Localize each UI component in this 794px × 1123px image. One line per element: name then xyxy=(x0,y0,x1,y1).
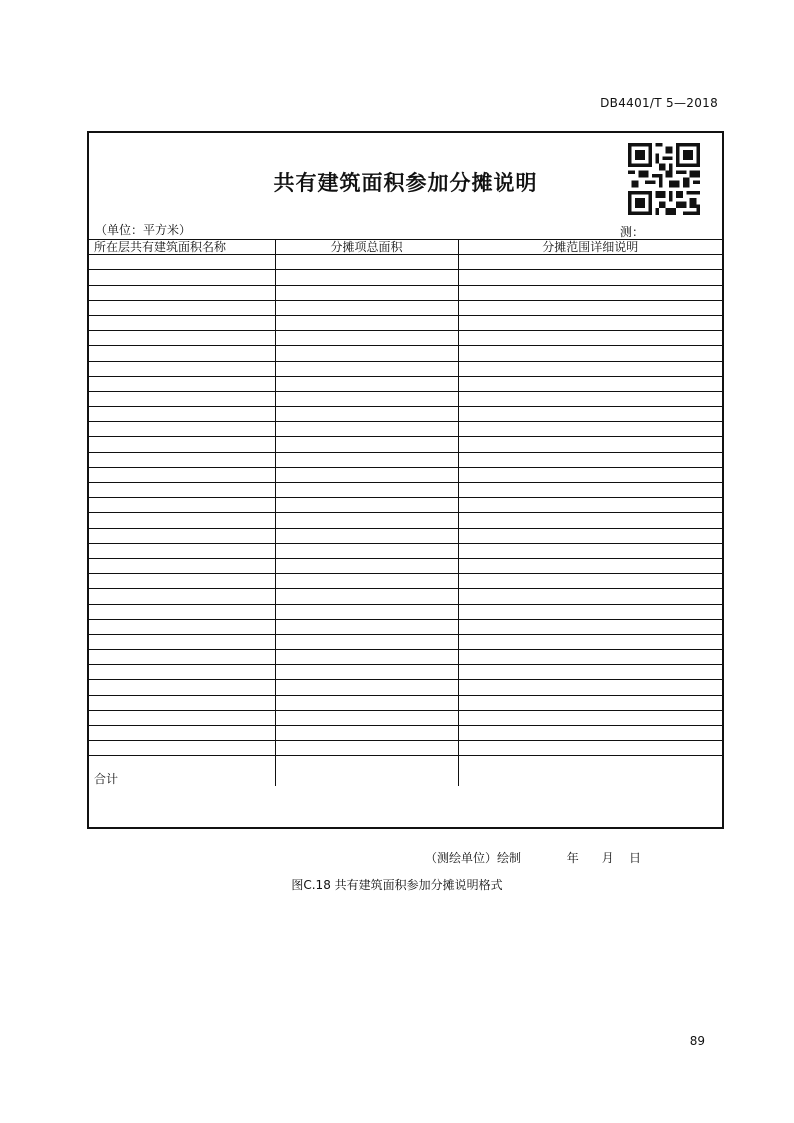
form-frame xyxy=(87,131,724,829)
scope-description-cell[interactable] xyxy=(458,756,722,771)
floor-area-name-cell[interactable] xyxy=(89,543,275,558)
qr-code-icon xyxy=(628,143,700,215)
table-row xyxy=(89,650,722,665)
total-area-cell[interactable] xyxy=(275,346,458,361)
total-area-cell[interactable] xyxy=(275,391,458,406)
col-header-total-area: 分摊项总面积 xyxy=(275,240,458,255)
scope-description-cell[interactable] xyxy=(458,619,722,634)
table-row xyxy=(89,300,722,315)
table-row xyxy=(89,726,722,741)
table-row xyxy=(89,604,722,619)
total-area-cell[interactable] xyxy=(275,650,458,665)
figure-caption: 图C.18 共有建筑面积参加分摊说明格式 xyxy=(291,878,503,892)
table-row xyxy=(89,528,722,543)
scope-description-cell[interactable] xyxy=(458,574,722,589)
floor-area-name-cell[interactable] xyxy=(89,361,275,376)
date-month: 月 xyxy=(601,851,614,865)
table-row xyxy=(89,255,722,270)
floor-area-name-cell[interactable] xyxy=(89,315,275,330)
floor-area-name-cell[interactable] xyxy=(89,665,275,680)
table-row xyxy=(89,315,722,330)
apportion-table xyxy=(89,239,722,786)
scope-description-cell[interactable] xyxy=(458,665,722,680)
floor-area-name-cell[interactable] xyxy=(89,604,275,619)
table-row xyxy=(89,543,722,558)
total-area-cell[interactable] xyxy=(275,634,458,649)
floor-area-name-cell[interactable] xyxy=(89,650,275,665)
survey-label: 测： xyxy=(619,225,644,239)
scope-description-cell[interactable] xyxy=(458,680,722,695)
floor-area-name-cell[interactable] xyxy=(89,255,275,270)
table-row xyxy=(89,391,722,406)
table-row xyxy=(89,634,722,649)
table-row xyxy=(89,270,722,285)
scope-description-cell[interactable] xyxy=(458,315,722,330)
scope-description-cell[interactable] xyxy=(458,422,722,437)
table-row xyxy=(89,285,722,300)
table-row xyxy=(89,756,722,771)
scope-description-cell[interactable] xyxy=(458,513,722,528)
total-area-cell[interactable] xyxy=(275,756,458,771)
floor-area-name-cell[interactable] xyxy=(89,726,275,741)
date-day: 日 xyxy=(628,851,641,865)
table-row xyxy=(89,741,722,756)
scope-description-cell[interactable] xyxy=(458,634,722,649)
table-row xyxy=(89,467,722,482)
total-area-cell[interactable] xyxy=(275,695,458,710)
scope-description-cell[interactable] xyxy=(458,558,722,573)
scope-description-cell[interactable] xyxy=(458,741,722,756)
floor-area-name-cell[interactable] xyxy=(89,300,275,315)
table-row xyxy=(89,680,722,695)
scope-description-cell[interactable] xyxy=(458,710,722,725)
scope-description-cell[interactable] xyxy=(458,498,722,513)
table-header-row xyxy=(89,240,722,255)
surveyor-signature-line xyxy=(425,849,641,866)
date-year: 年 xyxy=(566,851,579,865)
scope-description-cell[interactable] xyxy=(458,270,722,285)
col-header-scope-description: 分摊范围详细说明 xyxy=(458,240,722,255)
floor-area-name-cell[interactable] xyxy=(89,346,275,361)
total-area-cell[interactable] xyxy=(275,680,458,695)
floor-area-name-cell[interactable] xyxy=(89,285,275,300)
total-row xyxy=(89,771,722,786)
floor-area-name-cell[interactable] xyxy=(89,558,275,573)
table-row xyxy=(89,695,722,710)
scope-description-cell[interactable] xyxy=(458,331,722,346)
floor-area-name-cell[interactable] xyxy=(89,467,275,482)
floor-area-name-cell[interactable] xyxy=(89,695,275,710)
total-area-cell[interactable] xyxy=(275,513,458,528)
table-row xyxy=(89,710,722,725)
total-area-cell[interactable] xyxy=(275,771,458,786)
total-area-cell[interactable] xyxy=(275,407,458,422)
total-area-cell[interactable] xyxy=(275,726,458,741)
table-row xyxy=(89,665,722,680)
total-area-cell[interactable] xyxy=(275,498,458,513)
floor-area-name-cell[interactable] xyxy=(89,270,275,285)
scope-description-cell[interactable] xyxy=(458,695,722,710)
floor-area-name-cell[interactable] xyxy=(89,391,275,406)
table-row xyxy=(89,513,722,528)
table-row xyxy=(89,574,722,589)
scope-description-cell[interactable] xyxy=(458,391,722,406)
floor-area-name-cell[interactable] xyxy=(89,513,275,528)
floor-area-name-cell[interactable] xyxy=(89,756,275,771)
total-area-cell[interactable] xyxy=(275,619,458,634)
floor-area-name-cell[interactable] xyxy=(89,741,275,756)
table-row xyxy=(89,558,722,573)
total-area-cell[interactable] xyxy=(275,285,458,300)
scope-description-cell[interactable] xyxy=(458,376,722,391)
total-area-cell[interactable] xyxy=(275,422,458,437)
scope-description-cell[interactable] xyxy=(458,726,722,741)
floor-area-name-cell[interactable] xyxy=(89,483,275,498)
total-label: 合计 xyxy=(89,771,275,786)
scope-description-cell[interactable] xyxy=(458,543,722,558)
table-row xyxy=(89,452,722,467)
table-row xyxy=(89,589,722,604)
total-scope-cell[interactable] xyxy=(458,771,722,786)
table-row xyxy=(89,407,722,422)
total-area-cell[interactable] xyxy=(275,574,458,589)
scope-description-cell[interactable] xyxy=(458,346,722,361)
scope-description-cell[interactable] xyxy=(458,650,722,665)
scope-description-cell[interactable] xyxy=(458,437,722,452)
floor-area-name-cell[interactable] xyxy=(89,331,275,346)
floor-area-name-cell[interactable] xyxy=(89,634,275,649)
scope-description-cell[interactable] xyxy=(458,483,722,498)
scope-description-cell[interactable] xyxy=(458,604,722,619)
total-area-cell[interactable] xyxy=(275,376,458,391)
total-area-cell[interactable] xyxy=(275,437,458,452)
scope-description-cell[interactable] xyxy=(458,255,722,270)
table-row xyxy=(89,346,722,361)
unit-label: （单位：平方米） xyxy=(95,223,192,237)
total-area-cell[interactable] xyxy=(275,710,458,725)
total-area-cell[interactable] xyxy=(275,467,458,482)
total-area-cell[interactable] xyxy=(275,452,458,467)
total-area-cell[interactable] xyxy=(275,604,458,619)
surveyor-line: （测绘单位）绘制 xyxy=(425,851,522,865)
total-area-cell[interactable] xyxy=(275,255,458,270)
table-row xyxy=(89,483,722,498)
total-area-cell[interactable] xyxy=(275,361,458,376)
floor-area-name-cell[interactable] xyxy=(89,710,275,725)
floor-area-name-cell[interactable] xyxy=(89,452,275,467)
total-area-cell[interactable] xyxy=(275,558,458,573)
total-area-cell[interactable] xyxy=(275,270,458,285)
total-area-cell[interactable] xyxy=(275,589,458,604)
total-area-cell[interactable] xyxy=(275,665,458,680)
total-area-cell[interactable] xyxy=(275,528,458,543)
table-row xyxy=(89,361,722,376)
floor-area-name-cell[interactable] xyxy=(89,437,275,452)
floor-area-name-cell[interactable] xyxy=(89,528,275,543)
floor-area-name-cell[interactable] xyxy=(89,619,275,634)
scope-description-cell[interactable] xyxy=(458,407,722,422)
table-row xyxy=(89,498,722,513)
table-row xyxy=(89,422,722,437)
col-header-floor-area-name: 所在层共有建筑面积名称 xyxy=(89,240,275,255)
total-area-cell[interactable] xyxy=(275,300,458,315)
scope-description-cell[interactable] xyxy=(458,589,722,604)
total-area-cell[interactable] xyxy=(275,315,458,330)
total-area-cell[interactable] xyxy=(275,543,458,558)
scope-description-cell[interactable] xyxy=(458,452,722,467)
floor-area-name-cell[interactable] xyxy=(89,680,275,695)
floor-area-name-cell[interactable] xyxy=(89,589,275,604)
table-row xyxy=(89,619,722,634)
total-area-cell[interactable] xyxy=(275,483,458,498)
table-row xyxy=(89,376,722,391)
floor-area-name-cell[interactable] xyxy=(89,407,275,422)
scope-description-cell[interactable] xyxy=(458,361,722,376)
floor-area-name-cell[interactable] xyxy=(89,498,275,513)
standard-code: DB4401/T 5—2018 xyxy=(600,96,718,110)
scope-description-cell[interactable] xyxy=(458,467,722,482)
scope-description-cell[interactable] xyxy=(458,300,722,315)
table-row xyxy=(89,437,722,452)
table-row xyxy=(89,331,722,346)
floor-area-name-cell[interactable] xyxy=(89,376,275,391)
scope-description-cell[interactable] xyxy=(458,285,722,300)
total-area-cell[interactable] xyxy=(275,331,458,346)
form-title: 共有建筑面积参加分摊说明 xyxy=(273,171,538,195)
page-number: 89 xyxy=(689,1034,705,1048)
total-area-cell[interactable] xyxy=(275,741,458,756)
scope-description-cell[interactable] xyxy=(458,528,722,543)
floor-area-name-cell[interactable] xyxy=(89,574,275,589)
floor-area-name-cell[interactable] xyxy=(89,422,275,437)
